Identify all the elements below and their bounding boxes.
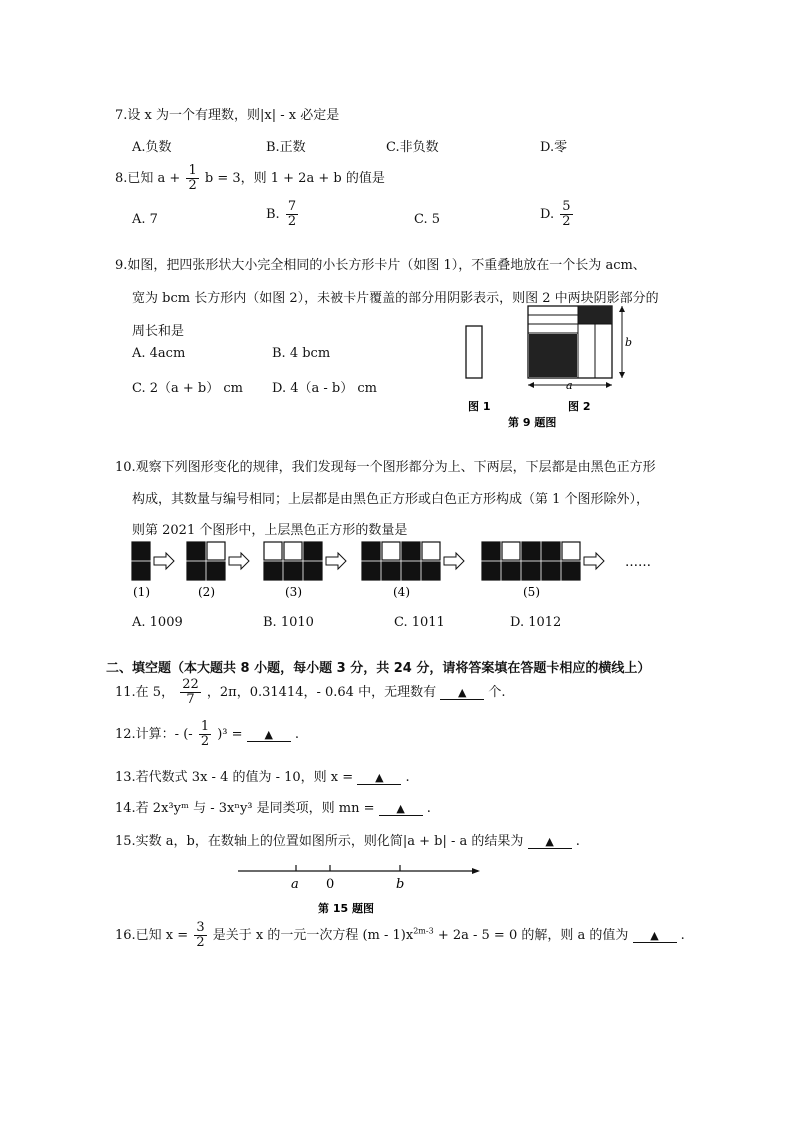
q9-option-d: D. 4（a - b） cm xyxy=(272,381,377,396)
q8-option-a: A. 7 xyxy=(132,212,158,227)
q7-stem: 7.设 x 为一个有理数，则|x| - x 必定是 xyxy=(115,108,340,123)
q11: 11.在 5， $\frac{22}{7}$ ，2π，0.31414，- 0.64 中，无理数有 ▲ 个. xyxy=(115,677,506,707)
bottom-square xyxy=(304,562,322,580)
q7-option-d: D.零 xyxy=(540,140,568,155)
top-square xyxy=(562,542,580,560)
q10-line1: 10.观察下列图形变化的规律，我们发现每一个图形都分为上、下两层，下层都是由黑色正方形 xyxy=(115,460,656,475)
bottom-square xyxy=(207,562,225,580)
bottom-square xyxy=(284,562,302,580)
top-square xyxy=(362,542,380,560)
q9-caption: 第 9 题图 xyxy=(508,416,557,429)
q14-answer-blank: ▲ xyxy=(379,802,423,816)
bottom-square xyxy=(482,562,500,580)
top-square xyxy=(304,542,322,560)
top-square xyxy=(284,542,302,560)
q10-figure-5 xyxy=(482,542,580,599)
q10-figure-label: (1) xyxy=(133,585,150,599)
axis-label-a: a xyxy=(291,877,299,892)
q9-option-c: C. 2（a + b） cm xyxy=(132,381,243,396)
q10-figure-label: (5) xyxy=(523,585,540,599)
q12-answer-blank: ▲ xyxy=(247,728,291,742)
q9-fig1-label: 图 1 xyxy=(468,400,491,413)
q8-option-d: D. $\frac{5}{2}$ xyxy=(540,199,571,229)
q10-option-c: C. 1011 xyxy=(394,615,445,630)
q10-figure-3 xyxy=(264,542,322,599)
q9-line1: 9.如图，把四张形状大小完全相同的小长方形卡片（如图 1），不重叠地放在一个长为 acm、 xyxy=(115,258,646,273)
q10-figure-4 xyxy=(362,542,440,599)
top-square xyxy=(382,542,400,560)
axis-label-b: b xyxy=(396,877,405,892)
top-square xyxy=(132,542,150,560)
top-square xyxy=(187,542,205,560)
top-square xyxy=(542,542,560,560)
q10-option-a: A. 1009 xyxy=(132,615,183,630)
q15-number-line xyxy=(234,860,484,920)
bottom-square xyxy=(542,562,560,580)
q10-figure-label: (2) xyxy=(198,585,215,599)
top-square xyxy=(502,542,520,560)
q10-pattern-figure xyxy=(130,540,660,600)
arrow-icon xyxy=(326,553,346,569)
q15: 15.实数 a，b，在数轴上的位置如图所示，则化简|a + b| - a 的结果为 ▲ . xyxy=(115,834,580,849)
q10-line3: 则第 2021 个图形中，上层黑色正方形的数量是 xyxy=(132,523,408,538)
q10-ellipsis: …… xyxy=(625,555,651,570)
bottom-square xyxy=(187,562,205,580)
top-square xyxy=(207,542,225,560)
q15-caption: 第 15 题图 xyxy=(318,902,374,915)
q9-option-a: A. 4acm xyxy=(132,346,186,361)
q10-option-b: B. 1010 xyxy=(263,615,314,630)
q10-figure-2 xyxy=(187,542,225,599)
section2-title: 二、填空题（本大题共 8 小题，每小题 3 分，共 24 分，请将答案填在答题卡相应的横线上） xyxy=(106,661,651,676)
q9-line2: 宽为 bcm 长方形内（如图 2），未被卡片覆盖的部分用阴影表示，则图 2 中两块阴影部分的 xyxy=(132,291,659,306)
bottom-square xyxy=(362,562,380,580)
q16-answer-blank: ▲ xyxy=(633,929,677,943)
q8-stem: 8.已知 a + $\frac{1}{2}$ b = 3，则 1 + 2a + b 的值是 xyxy=(115,163,385,193)
q9-line3: 周长和是 xyxy=(132,324,185,339)
q16: 16.已知 x = $\frac{3}{2}$ 是关于 x 的一元一次方程 $(m - 1)x^{2m-3} + 2a - 5 = 0$ 的解，则 a 的值为 ▲ . xyxy=(115,920,685,950)
q9-label-b: b xyxy=(625,336,633,349)
q13-answer-blank: ▲ xyxy=(357,771,401,785)
top-square xyxy=(482,542,500,560)
q9-shade-bottom xyxy=(529,334,577,377)
arrow-icon xyxy=(444,553,464,569)
bottom-square xyxy=(132,562,150,580)
top-square xyxy=(264,542,282,560)
q9-figure xyxy=(458,302,638,430)
q10-line2: 构成，其数量与编号相同；上层都是由黑色正方形或白色正方形构成（第 1 个图形除外）， xyxy=(132,492,650,507)
q10-figure-1 xyxy=(132,542,150,599)
q9-option-b: B. 4 bcm xyxy=(272,346,331,361)
axis-label-0: 0 xyxy=(326,877,335,892)
top-square xyxy=(422,542,440,560)
q8-option-c: C. 5 xyxy=(414,212,441,227)
q15-answer-blank: ▲ xyxy=(528,835,572,849)
bottom-square xyxy=(382,562,400,580)
arrow-icon xyxy=(154,553,174,569)
bottom-square xyxy=(502,562,520,580)
q11-answer-blank: ▲ xyxy=(440,686,484,700)
arrow-icon xyxy=(584,553,604,569)
top-square xyxy=(522,542,540,560)
bottom-square xyxy=(402,562,420,580)
q9-fig2-label: 图 2 xyxy=(568,400,591,413)
q13: 13.若代数式 3x - 4 的值为 - 10，则 x = ▲ . xyxy=(115,770,410,785)
q7-option-a: A.负数 xyxy=(132,140,172,155)
arrow-icon xyxy=(229,553,249,569)
top-square xyxy=(402,542,420,560)
q14: 14.若 2x³yᵐ 与 - 3xⁿy³ 是同类项，则 mn = ▲ . xyxy=(115,801,431,816)
q10-option-d: D. 1012 xyxy=(510,615,562,630)
q8-fraction: $\frac{1}{2}$ xyxy=(188,163,197,193)
bottom-square xyxy=(562,562,580,580)
bottom-square xyxy=(264,562,282,580)
q7-option-b: B.正数 xyxy=(266,140,306,155)
bottom-square xyxy=(422,562,440,580)
q9-shade-top xyxy=(578,306,612,324)
bottom-square xyxy=(522,562,540,580)
q9-fig1-card xyxy=(466,326,482,378)
q8-option-b: B. $\frac{7}{2}$ xyxy=(266,199,297,229)
q10-figure-label: (4) xyxy=(393,585,410,599)
q9-label-a: a xyxy=(566,379,573,392)
q7-option-c: C.非负数 xyxy=(386,140,439,155)
q10-figure-label: (3) xyxy=(285,585,302,599)
q12: 12.计算：- (- $\frac{1}{2}$ )³ = ▲ . xyxy=(115,719,299,749)
